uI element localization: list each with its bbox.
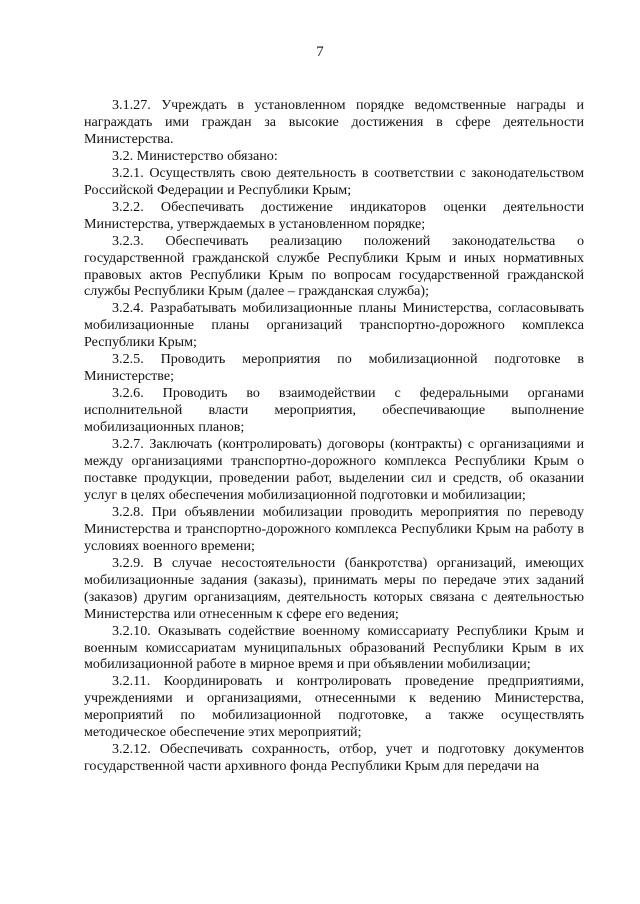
paragraph-3-1-27: 3.1.27. Учреждать в установленном порядке ведомственные награды и награждать ими граждан за высокие достижения в сфере деятельности Министерства. <box>84 97 584 147</box>
paragraph-3-2-2: 3.2.2. Обеспечивать достижение индикаторов оценки деятельности Министерства, утверждаемых в установленном порядке; <box>84 198 584 232</box>
paragraph-3-2-7: 3.2.7. Заключать (контролировать) договоры (контракты) с организациями и между организациями транспортно-дорожного комплекса Республики Крым о поставке продукции, проведении работ, выделении сил и средств, об оказании услуг в целях обеспечения мобилизационной подготовки и мобилизации; <box>84 436 584 503</box>
paragraph-3-2-6: 3.2.6. Проводить во взаимодействии с федеральными органами исполнительной власти мероприятия, обеспечивающие выполнение мобилизационных планов; <box>84 385 584 436</box>
paragraph-3-2-11: 3.2.11. Координировать и контролировать проведение предприятиями, учреждениями и организациями, отнесенными к ведению Министерства, мероприятий по мобилизационной подготовке, а также осуществлять методическое обеспечение этих мероприятий; <box>84 673 584 741</box>
paragraph-3-2: 3.2. Министерство обязано: <box>112 147 278 164</box>
document-body <box>84 97 584 775</box>
paragraph-3-2-4: 3.2.4. Разрабатывать мобилизационные планы Министерства, согласовывать мобилизационные планы организаций транспортно-дорожного комплекса Республики Крым; <box>84 300 584 351</box>
paragraph-3-2-1: 3.2.1. Осуществлять свою деятельность в соответствии с законодательством Российской Федерации и Республики Крым; <box>84 164 584 198</box>
paragraph-3-2-3: 3.2.3. Обеспечивать реализацию положений законодательства о государственной гражданской службе Республики Крым и иных нормативных правовых актов Республики Крым по вопросам государственной гражданской службы Республики Крым (далее – гражданская служба); <box>84 232 584 300</box>
paragraph-3-2-10: 3.2.10. Оказывать содействие военному комиссариату Республики Крым и военным комиссариатам муниципальных образований Республики Крым в их мобилизационной работе в мирное время и при объявлении мобилизации; <box>84 622 584 673</box>
page-number: 7 <box>316 44 324 60</box>
paragraph-3-2-9: 3.2.9. В случае несостоятельности (банкротства) организаций, имеющих мобилизационные задания (заказы), принимать меры по передаче этих заданий (заказов) другим организациям, деятельность которых связана с деятельностью Министерства или отнесенным к сфере его ведения; <box>84 554 584 622</box>
paragraph-3-2-5: 3.2.5. Проводить мероприятия по мобилизационной подготовке в Министерстве; <box>84 351 584 385</box>
paragraph-3-2-12: 3.2.12. Обеспечивать сохранность, отбор, учет и подготовку документов государственной части архивного фонда Республики Крым для передачи на <box>84 741 584 775</box>
paragraph-3-2-8: 3.2.8. При объявлении мобилизации проводить мероприятия по переводу Министерства и транспортно-дорожного комплекса Республики Крым на работу в условиях военного времени; <box>84 503 584 554</box>
